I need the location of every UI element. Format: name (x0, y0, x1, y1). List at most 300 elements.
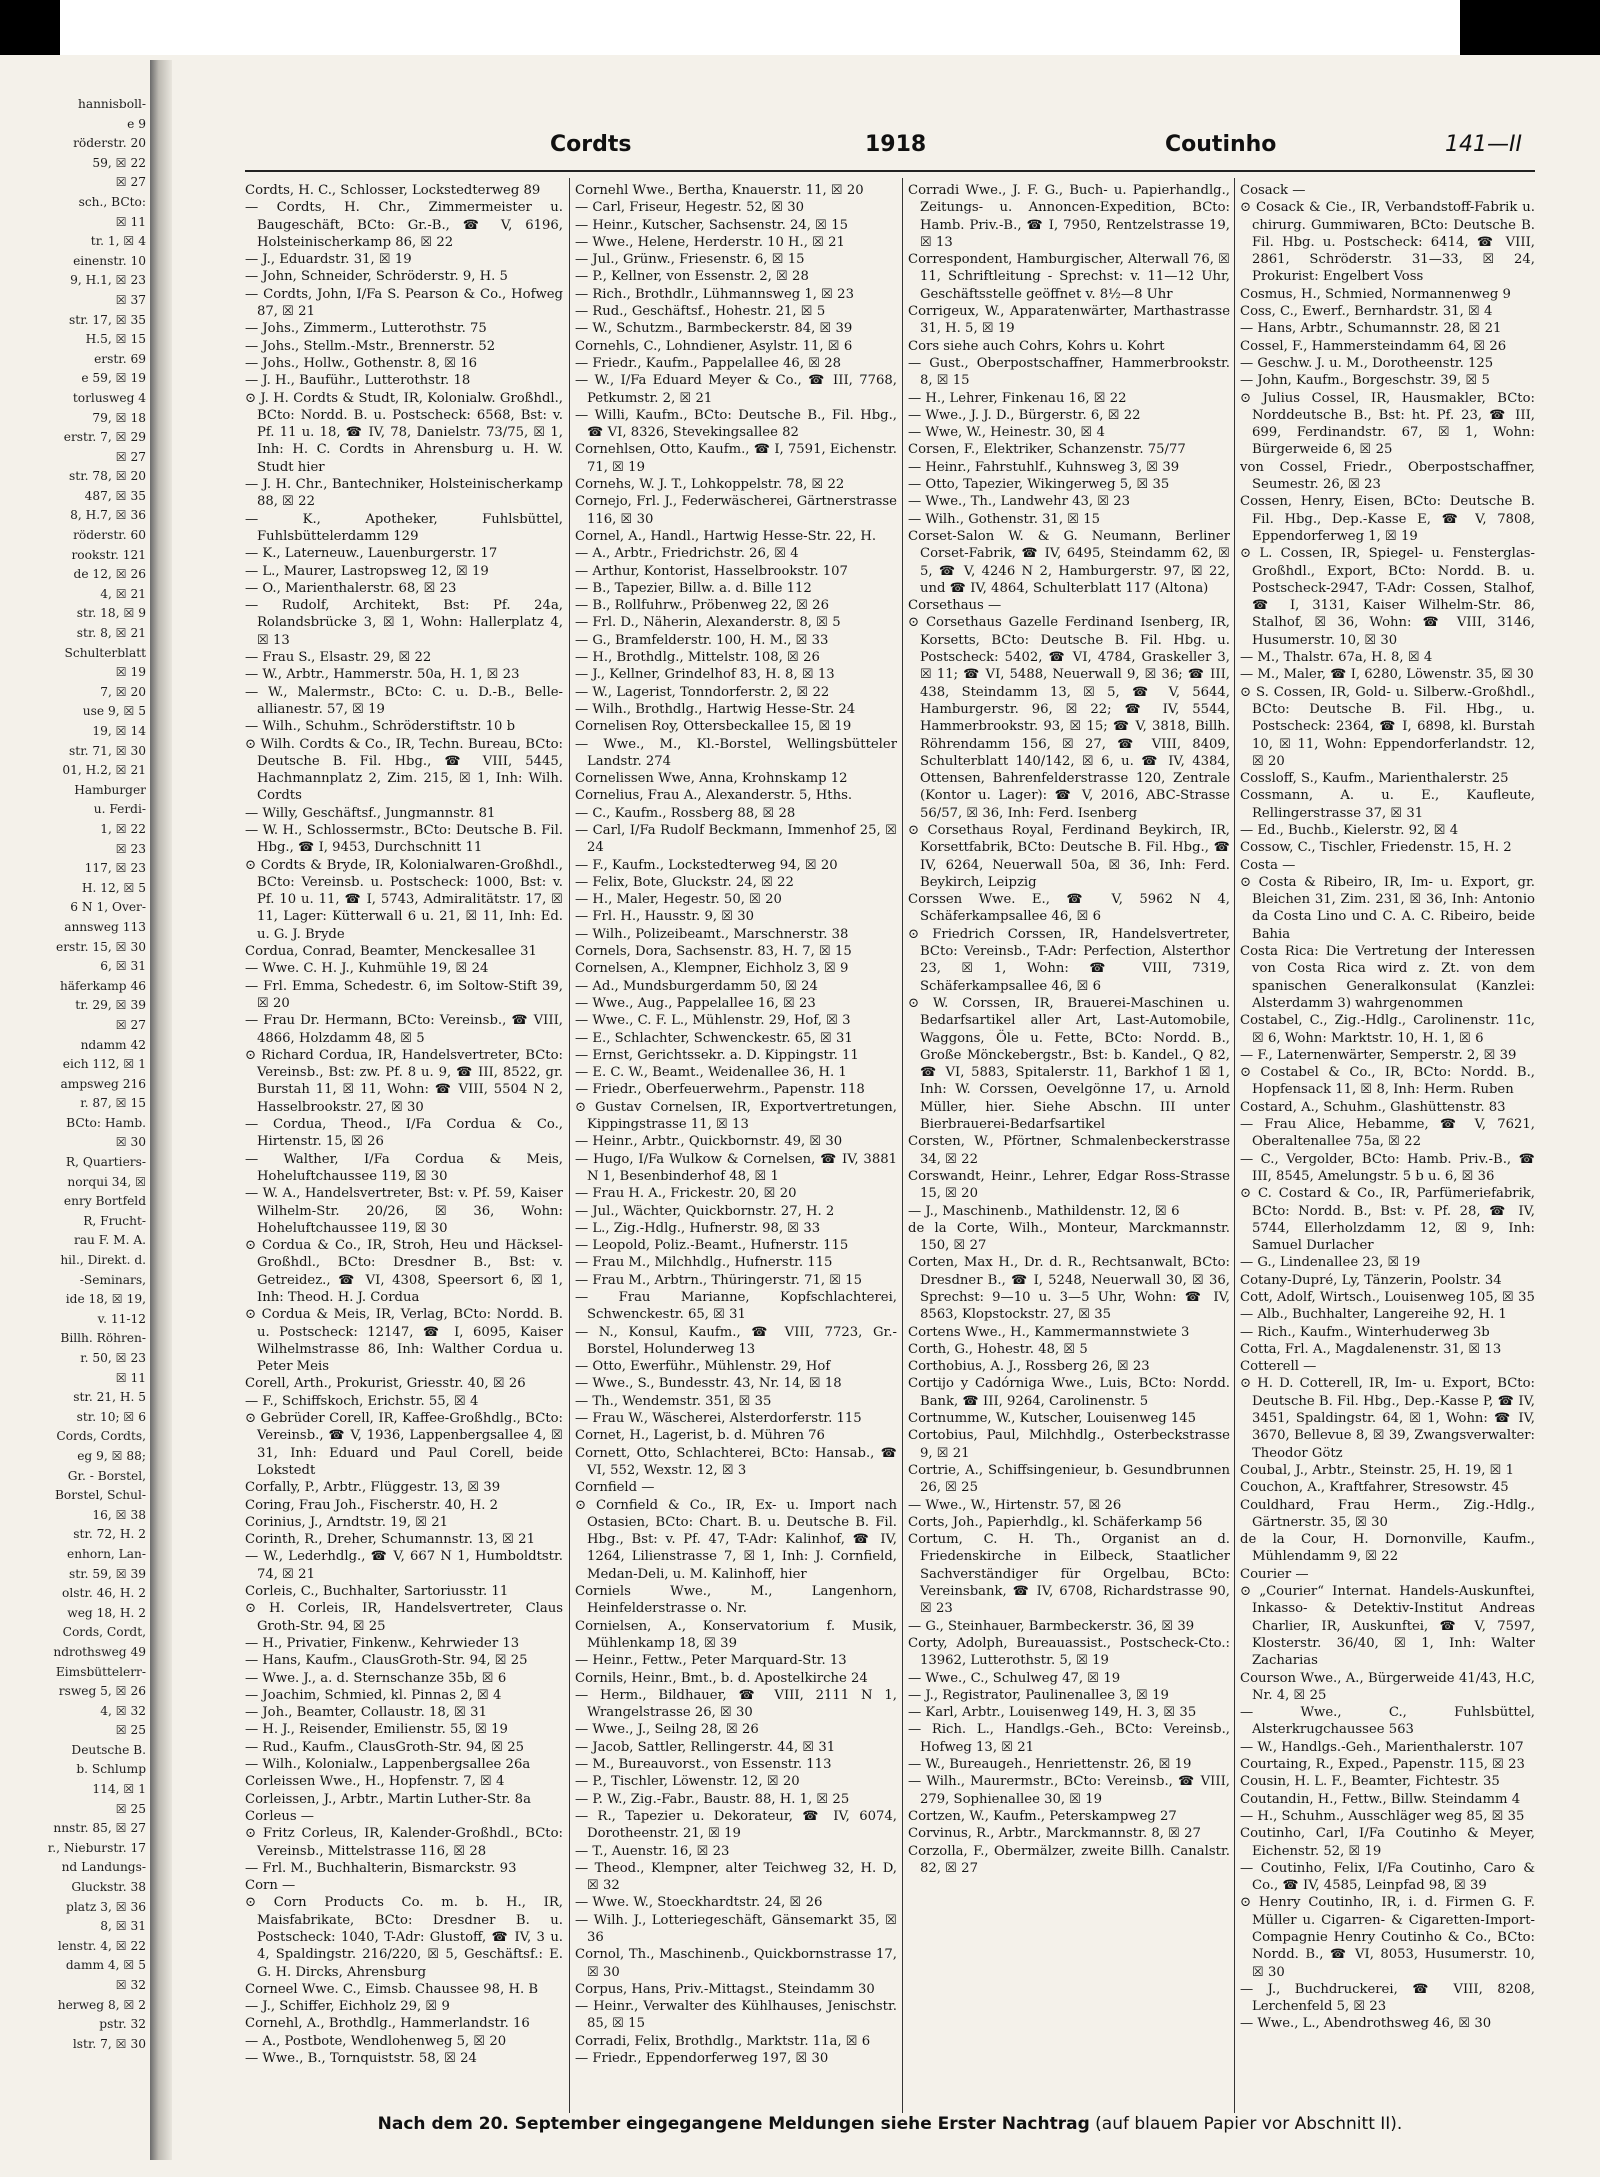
footer-note-bold: Nach dem 20. September eingegangene Meldungen siehe Erster Nachtrag (377, 2114, 1090, 2134)
directory-entry: Cortrie, A., Schiffsingenieur, b. Gesundbrunnen 26, ☒ 25 (908, 1462, 1230, 1496)
directory-entry: — P., Tischler, Löwenstr. 12, ☒ 20 (575, 1774, 800, 1790)
scan-border-top-left (0, 0, 60, 55)
left-page-fragment: ☒ 37 (115, 292, 146, 307)
left-page-fragment: -Seminars, (79, 1272, 146, 1287)
header-year: 1918 (865, 132, 927, 157)
left-page-fragment: ☒ 23 (115, 841, 146, 856)
left-page-fragment: 114, ☒ 1 (92, 1782, 146, 1797)
directory-entry: — Frau W., Wäscherei, Alsterdorferstr. 115 (575, 1411, 862, 1427)
header-last-name: Coutinho (1165, 132, 1277, 157)
directory-entry: ⊙ Friedrich Corssen, IR, Handelsvertreter, BCto: Vereinsb., T-Adr: Perfection, Alsterthor 23, ☒ 1, Wohn: ☎ VIII, 7319, Schäferkampsallee 46, ☒ 6 (908, 926, 1230, 994)
left-page-fragment: platz 3, ☒ 36 (66, 1899, 146, 1914)
directory-entry: — M., Thalstr. 67a, H. 8, ☒ 4 (1240, 650, 1433, 666)
directory-entry: — Felix, Bote, Gluckstr. 24, ☒ 22 (575, 874, 794, 890)
directory-entry: — Wwe., J. J. D., Bürgerstr. 6, ☒ 22 (908, 407, 1141, 423)
left-page-fragment: str. 71, ☒ 30 (69, 743, 146, 758)
directory-entry: Cortens Wwe., H., Kammermannstwiete 3 (908, 1324, 1190, 1340)
directory-entry: Cosmus, H., Schmied, Normannenweg 9 (1240, 286, 1511, 302)
directory-entry: — E., Schlachter, Schwenckestr. 65, ☒ 31 (575, 1030, 853, 1046)
left-page-fragment: olstr. 46, H. 2 (61, 1586, 146, 1601)
left-page-fragment: e 9 (127, 116, 146, 131)
directory-entry: Cornet, H., Lagerist, b. d. Mühren 76 (575, 1428, 825, 1444)
left-page-fragment: tr. 29, ☒ 39 (75, 998, 146, 1013)
directory-entry: — J. H., Bauführ., Lutterothstr. 18 (245, 373, 471, 389)
directory-entry: Cosack — (1240, 183, 1306, 198)
directory-entry: ⊙ J. H. Cordts & Studt, IR, Kolonialw. Großhdl., BCto: Nordd. B. u. Postscheck: 6568, Bst: v. Pf. 11 u. 18, ☎ IV, 78, Danielstr. 73/75, ☒ 1, Inh: H. C. Cordts in Ahrensburg u. H. W. Studt hier (245, 390, 563, 475)
directory-entry: — J., Kellner, Grindelhof 83, H. 8, ☒ 13 (575, 667, 835, 683)
directory-entry: — Otto, Ewerführ., Mühlenstr. 29, Hof (575, 1359, 831, 1375)
left-page-fragment: eg 9, ☒ 88; (77, 1448, 146, 1463)
left-page-fragment: röderstr. 60 (73, 528, 146, 543)
directory-entry: ⊙ Richard Cordua, IR, Handelsvertreter, BCto: Vereinsb., Bst: zw. Pf. 8 u. 9, ☎ III, 8522, gr. Burstah 11, ☒ 11, Wohn: ☎ VIII, 5504 N 2, Hasselbrookstr. 27, ☒ 30 (245, 1047, 563, 1115)
directory-entry: — Leopold, Poliz.-Beamt., Hufnerstr. 115 (575, 1238, 849, 1254)
directory-entry: ⊙ H. D. Cotterell, IR, Im- u. Export, BCto: Deutsche B. Fil. Hbg., Dep.-Kasse P, ☎ IV, 3451, Spaldingstr. 64, ☒ 1, Wohn: ☎ IV, 3670, Bellevue 8, ☒ 39, Zwangsverwalter: Theodor Götz (1240, 1376, 1535, 1461)
footer-note-normal: (auf blauem Papier vor Abschnitt II). (1089, 2114, 1403, 2134)
book-gutter (150, 60, 172, 2160)
directory-entry: ⊙ Cosack & Cie., IR, Verbandstoff-Fabrik u. chirurg. Gummiwaren, BCto: Deutsche B. Fil. Hbg. u. Postscheck: 6414, ☎ VIII, 2861, Schröderstr. 31—33, ☒ 24, Prokurist: Engelbert Voss (1240, 200, 1535, 285)
directory-entry: de la Corte, Wilh., Monteur, Marckmannstr. 150, ☒ 27 (908, 1220, 1230, 1254)
directory-entry: Corsethaus — (908, 598, 1002, 614)
directory-entry: — W., Handlgs.-Geh., Marienthalerstr. 107 (1240, 1739, 1524, 1755)
left-page-fragment: damm 4, ☒ 5 (65, 1958, 146, 1973)
directory-entry: Cotterell — (1240, 1359, 1317, 1375)
left-page-fragment: BCto: Hamb. (66, 1115, 146, 1130)
directory-entry: ⊙ W. Corssen, IR, Brauerei-Maschinen u. Bedarfsartikel aller Art, Last-Automobile, Waggons, Öle u. Fette, BCto: Nordd. B., Große Mönckebergstr., Bst: b. Kandel., Q 82, ☎ VI, 5883, Spitalerstr. 11, Barkhof 1 ☒ 1, Inh: W. Corssen, Oevelgönne 17, u. Arnold Müller, hier. Siehe Abschn. III unter Bierbrauerei-Bedarfsartikel (908, 995, 1230, 1133)
directory-entry: — C., Vergolder, BCto: Hamb. Priv.-B., ☎ III, 8545, Amelungstr. 5 b u. 6, ☒ 36 (1240, 1151, 1535, 1184)
directory-entry: — Coutinho, Felix, I/Fa Coutinho, Caro & Co., ☎ IV, 4585, Leinpfad 98, ☒ 39 (1240, 1860, 1535, 1894)
directory-entry: — J., Registrator, Paulinenallee 3, ☒ 19 (908, 1687, 1169, 1703)
directory-entry: Coring, Frau Joh., Fischerstr. 40, H. 2 (245, 1497, 499, 1513)
directory-entry: Costabel, C., Zig.-Hdlg., Carolinenstr. 11c, ☒ 6, Wohn: Marktstr. 10, H. 1, ☒ 6 (1240, 1013, 1535, 1046)
directory-entry: Cortijo y Cadórniga Wwe., Luis, BCto: Nordd. Bank, ☎ III, 9264, Carolinenstr. 5 (908, 1376, 1230, 1409)
left-page-fragment: torlusweg 4 (72, 390, 146, 405)
directory-entry: — Rud., Geschäftsf., Hohestr. 21, ☒ 5 (575, 304, 826, 320)
directory-entry: — E. C. W., Beamt., Weidenallee 36, H. 1 (575, 1065, 847, 1081)
directory-entry: Coutandin, H., Fettw., Billw. Steindamm 4 (1240, 1791, 1521, 1807)
directory-entry: Corell, Arth., Prokurist, Griesstr. 40, ☒ 26 (245, 1376, 526, 1392)
left-page-fragment: str. 8, ☒ 21 (76, 626, 146, 641)
left-page-fragment: erstr. 15, ☒ 30 (56, 939, 146, 954)
directory-entry: — H., Lehrer, Finkenau 16, ☒ 22 (908, 390, 1127, 406)
header-rule (245, 170, 1535, 172)
header-first-name: Cordts (550, 132, 632, 157)
directory-column-2 (575, 182, 897, 2107)
directory-entry: — Frau M., Milchhdlg., Hufnerstr. 115 (575, 1255, 833, 1271)
left-page-fragment: enry Bortfeld (63, 1194, 146, 1209)
left-page-fragment: hil., Direkt. d. (60, 1253, 146, 1268)
left-page-fragment: erstr. 69 (94, 351, 146, 366)
directory-entry: ⊙ L. Cossen, IR, Spiegel- u. Fensterglas-Großhdl., Export, BCto: Nordd. B. u. Postscheck-2947, T-Adr: Cossen, Stalhof, ☎ I, 3131, Kaiser Wilhelm-Str. 86, Stalhof, ☒ 36, Wohn: ☎ VIII, 3146, Husumerstr. 10, ☒ 30 (1240, 546, 1535, 648)
directory-entry: Cossen, Henry, Eisen, BCto: Deutsche B. Fil. Hbg., Dep.-Kasse E, ☎ V, 7808, Eppendorferweg 1, ☒ 19 (1240, 494, 1535, 544)
directory-entry: ⊙ Cordua & Co., IR, Stroh, Heu und Häcksel-Großhdl., BCto: Dresdner B., Bst: v. Getreidez., ☎ VI, 4308, Speersort 6, ☒ 1, Inh: Theod. H. J. Cordua (245, 1238, 563, 1305)
directory-entry: — P., Kellner, von Essenstr. 2, ☒ 28 (575, 269, 809, 285)
directory-entry: — J., Eduardstr. 31, ☒ 19 (245, 252, 412, 268)
directory-entry: — Arthur, Kontorist, Hasselbrookstr. 107 (575, 563, 848, 579)
directory-entry: Courtaing, R., Exped., Papenstr. 115, ☒ 23 (1240, 1757, 1525, 1773)
directory-entry: — Heinr., Arbtr., Quickbornstr. 49, ☒ 30 (575, 1134, 843, 1150)
directory-entry: Couchon, A., Kraftfahrer, Stresowstr. 45 (1240, 1480, 1509, 1496)
left-page-fragment: 1, ☒ 22 (100, 821, 146, 836)
left-page-fragment: 6 N 1, Over- (70, 900, 146, 915)
directory-entry: — Wwe., Helene, Herderstr. 10 H., ☒ 21 (575, 234, 845, 250)
directory-entry: — Willi, Kaufm., BCto: Deutsche B., Fil. Hbg., ☎ VI, 8326, Stevekingsallee 82 (575, 407, 897, 441)
left-page-fragment: ndrothsweg 49 (53, 1644, 146, 1659)
directory-entry: — Th., Wendemstr. 351, ☒ 35 (575, 1393, 772, 1409)
directory-entry: — John, Schneider, Schröderstr. 9, H. 5 (245, 269, 508, 285)
left-page-fragment: ide 18, ☒ 19, (65, 1292, 146, 1307)
directory-entry: — Jul., Wächter, Quickbornstr. 27, H. 2 (575, 1203, 835, 1219)
directory-entry: Cornelissen Wwe, Anna, Krohnskamp 12 (575, 771, 848, 787)
directory-entry: — A., Arbtr., Friedrichstr. 26, ☒ 4 (575, 546, 799, 562)
directory-entry: Cornehs, W. J. T., Lohkoppelstr. 78, ☒ 22 (575, 477, 845, 493)
directory-entry: Cousin, H. L. F., Beamter, Fichtestr. 35 (1240, 1774, 1500, 1790)
directory-entry: — Jacob, Sattler, Rellingerstr. 44, ☒ 31 (575, 1739, 836, 1755)
left-page-fragment: tr. 1, ☒ 4 (90, 234, 146, 249)
directory-entry: — Ad., Mundsburgerdamm 50, ☒ 24 (575, 978, 818, 994)
left-page-fragment: 6, ☒ 31 (100, 959, 146, 974)
left-page-fragment: Billh. Röhren- (60, 1331, 146, 1346)
directory-entry: — Rich. L., Handlgs.-Geh., BCto: Vereinsb., Hofweg 13, ☒ 21 (908, 1722, 1230, 1755)
directory-entry: Cornel, A., Handl., Hartwig Hesse-Str. 22, H. (575, 528, 877, 544)
directory-entry: Corty, Adolph, Bureauassist., Postscheck-Cto.: 13962, Lutterothstr. 5, ☒ 19 (908, 1635, 1230, 1669)
directory-entry: — Wwe., J., Seilng 28, ☒ 26 (575, 1722, 759, 1738)
left-page-fragment: enhorn, Lan- (67, 1546, 146, 1561)
directory-entry: — Carl, Friseur, Hegestr. 52, ☒ 30 (575, 200, 805, 216)
directory-entry: Coss, C., Ewerf., Bernhardstr. 31, ☒ 4 (1240, 304, 1493, 320)
directory-entry: — Wwe., M., Kl.-Borstel, Wellingsbütteler Landstr. 274 (575, 736, 897, 769)
column-divider (902, 178, 903, 2113)
directory-entry: Cotany-Dupré, Ly, Tänzerin, Poolstr. 34 (1240, 1272, 1502, 1288)
left-page-fragment: Cords, Cordts, (56, 1429, 146, 1444)
directory-entry: — B., Tapezier, Billw. a. d. Bille 112 (575, 580, 812, 596)
directory-column-1 (245, 182, 563, 2107)
directory-entry: Corsten, W., Pförtner, Schmalenbeckerstrasse 34, ☒ 22 (908, 1134, 1230, 1167)
directory-entry: — G., Bramfelderstr. 100, H. M., ☒ 33 (575, 632, 829, 648)
left-page-fragment: rsweg 5, ☒ 26 (58, 1684, 146, 1699)
directory-entry: — Karl, Arbtr., Louisenweg 149, H. 3, ☒ 35 (908, 1705, 1197, 1721)
left-page-fragment: Borstel, Schul- (54, 1488, 146, 1503)
directory-entry: Corleissen, J., Arbtr., Martin Luther-Str. 8a (245, 1791, 531, 1807)
directory-entry: Corten, Max H., Dr. d. R., Rechtsanwalt, BCto: Dresdner B., ☎ I, 5248, Neuerwall 30, ☒ 36, Sprechst: 9—10 u. 3—5 Uhr, Wohn: ☎ IV, 8563, Klopstockstr. 27, ☒ 35 (908, 1255, 1230, 1323)
directory-entry: Corrigeux, W., Apparatenwärter, Marthastrasse 31, H. 5, ☒ 19 (908, 304, 1230, 337)
directory-entry: Cossel, F., Hammersteindamm 64, ☒ 26 (1240, 338, 1507, 354)
directory-entry: Cornol, Th., Maschinenb., Quickbornstrasse 17, ☒ 30 (575, 1947, 897, 1980)
directory-entry: ⊙ Henry Coutinho, IR, i. d. Firmen G. F. Müller u. Cigarren- & Cigaretten-Import-Compagnie Henry Coutinho & Co., BCto: Nordd. B., ☎ VI, 8053, Husumerstr. 10, ☒ 30 (1240, 1895, 1535, 1980)
directory-entry: — Wwe. W., Stoeckhardtstr. 24, ☒ 26 (575, 1895, 823, 1911)
directory-entry: — F., Kaufm., Lockstedterweg 94, ☒ 20 (575, 857, 838, 873)
directory-entry: — J., Maschinenb., Mathildenstr. 12, ☒ 6 (908, 1203, 1180, 1219)
directory-entry: — Wwe. C. H. J., Kuhmühle 19, ☒ 24 (245, 961, 489, 977)
left-page-fragment: häferkamp 46 (59, 978, 146, 993)
left-page-fragment: str. 78, ☒ 20 (69, 469, 146, 484)
directory-entry: — W., Lagerist, Tonndorferstr. 2, ☒ 22 (575, 684, 830, 700)
directory-entry: Cornelius, Frau A., Alexanderstr. 5, Hths. (575, 788, 853, 804)
directory-entry: ⊙ Cordts & Bryde, IR, Kolonialwaren-Großhdl., BCto: Vereinsb. u. Postscheck: 1000, Bst: v. Pf. 10 u. 11, ☎ I, 5743, Admiralitätstr. 17, ☒ 11, Lager: Kütterwall 6 u. 21, ☒ 11, Inh: Ed. u. G. J. Bryde (245, 857, 563, 942)
directory-entry: Cornehls, C., Lohndiener, Asylstr. 11, ☒ 6 (575, 338, 853, 354)
left-page-fragment: Cords, Cordt, (62, 1625, 146, 1640)
directory-entry: — O., Marienthalerstr. 68, ☒ 23 (245, 580, 457, 596)
directory-entry: — Carl, I/Fa Rudolf Beckmann, Immenhof 25, ☒ 24 (575, 822, 897, 856)
directory-entry: ⊙ S. Cossen, IR, Gold- u. Silberw.-Großhdl., BCto: Deutsche B. Fil. Hbg., u. Postscheck: 2364, ☎ I, 6898, kl. Burstah 10, ☒ 11, Wohn: Eppendorferlandstr. 12, ☒ 20 (1240, 684, 1535, 769)
directory-entry: — Wwe., C., Fuhlsbüttel, Alsterkrugchaussee 563 (1240, 1705, 1535, 1738)
directory-entry: Costa — (1240, 857, 1296, 873)
directory-entry: — Wilh., Polizeibeamt., Marschnerstr. 38 (575, 926, 849, 942)
directory-entry: — Wwe., L., Abendrothsweg 46, ☒ 30 (1240, 2016, 1492, 2032)
page-header (250, 132, 1530, 166)
left-page-fragment: 59, ☒ 22 (92, 155, 146, 170)
directory-entry: — Frau Marianne, Kopfschlachterei, Schwenckestr. 65, ☒ 31 (575, 1290, 897, 1323)
left-page-fragment: erstr. 7, ☒ 29 (63, 430, 146, 445)
directory-entry: — Friedr., Kaufm., Pappelallee 46, ☒ 28 (575, 355, 842, 371)
left-page-fragment: 79, ☒ 18 (92, 410, 146, 425)
directory-entry: Corsen, F., Elektriker, Schanzenstr. 75/77 (908, 442, 1186, 458)
directory-entry: — K., Laterneuw., Lauenburgerstr. 17 (245, 546, 498, 562)
directory-entry: Cornels, Dora, Sachsenstr. 83, H. 7, ☒ 15 (575, 944, 852, 960)
directory-entry: Corpus, Hans, Priv.-Mittagst., Steindamm 30 (575, 1981, 875, 1997)
left-page-fragment: ampsweg 216 (60, 1076, 146, 1091)
directory-entry: Courson Wwe., A., Bürgerweide 41/43, H.C, Nr. 4, ☒ 25 (1240, 1670, 1535, 1703)
directory-entry: de la Cour, H. Dornonville, Kaufm., Mühlendamm 9, ☒ 22 (1240, 1532, 1535, 1565)
directory-entry: — Theod., Klempner, alter Teichweg 32, H. D, ☒ 32 (575, 1860, 897, 1894)
directory-entry: — Gust., Oberpostschaffner, Hammerbrookstr. 8, ☒ 15 (908, 355, 1230, 389)
left-page-fragment: Gluckstr. 38 (71, 1880, 146, 1895)
column-divider (1234, 178, 1235, 2113)
directory-entry: — Cordts, John, I/Fa S. Pearson & Co., Hofweg 87, ☒ 21 (245, 286, 563, 320)
directory-entry: — H., Brothdlg., Mittelstr. 108, ☒ 26 (575, 650, 820, 666)
directory-entry: Cossow, C., Tischler, Friedenstr. 15, H. 2 (1240, 840, 1512, 856)
left-page-fragment: r. 87, ☒ 15 (80, 1096, 146, 1111)
directory-entry: — Joachim, Schmied, kl. Pinnas 2, ☒ 4 (245, 1687, 502, 1703)
directory-entry: — Ernst, Gerichtssekr. a. D. Kippingstr. 11 (575, 1047, 859, 1063)
directory-entry: Corfally, P., Arbtr., Flüggestr. 13, ☒ 39 (245, 1480, 501, 1496)
left-page-fragment: pstr. 32 (99, 2017, 146, 2032)
left-page-fragment: ☒ 11 (115, 214, 146, 229)
left-page-fragment: 16, ☒ 38 (92, 1507, 146, 1522)
directory-entry: — Wilh. J., Lotteriegeschäft, Gänsemarkt 35, ☒ 36 (575, 1912, 897, 1945)
left-page-fragment: 487, ☒ 35 (84, 488, 146, 503)
directory-entry: Cordua, Conrad, Beamter, Menckesallee 31 (245, 944, 537, 960)
left-page-fragment: v. 11-12 (97, 1311, 146, 1326)
left-page-fragment: ☒ 27 (115, 449, 146, 464)
left-page-fragment: 9, H.1, ☒ 23 (70, 273, 146, 288)
directory-entry: ⊙ Corsethaus Gazelle Ferdinand Isenberg, IR, Korsetts, BCto: Deutsche B. Fil. Hbg. u. Postscheck: 5402, ☎ VI, 4784, Graskeller 3, ☒ 11; ☎ VI, 5488, Neuerwall 9, ☒ 36; ☎ III, 438, Steindamm 13, ☒ 5, ☎ V, 5644, Hamburgerstr. 96, ☒ 22; ☎ IV, 5544, Hammerbrookstr. 93, ☒ 15; ☎ V, 3818, Billh. Röhrendamm 156, ☒ 27, ☎ VIII, 8409, Schulterblatt 140/142, ☒ 6, u. ☎ IV, 4384, Ottensen, Bahrenfelderstrasse 120, Zentrale (Kontor u. Lager): ☎ V, 2016, ABC-Strasse 56/57, ☒ 36, Inh: Ferd. Isenberg (908, 615, 1230, 821)
left-page-fragment: H. 12, ☒ 5 (81, 880, 146, 895)
directory-entry: — B., Rollfuhrw., Pröbenweg 22, ☒ 26 (575, 598, 829, 614)
directory-entry: ⊙ Julius Cossel, IR, Hausmakler, BCto: Norddeutsche B., Bst: ht. Pf. 23, ☎ III, 699, Ferdinandstr. 67, ☒ 1, Wohn: Bürgerweide 6, ☒ 25 (1240, 390, 1535, 458)
directory-entry: — Joh., Beamter, Collaustr. 18, ☒ 31 (245, 1705, 487, 1721)
directory-entry: Cornielsen, A., Konservatorium f. Musik, Mühlenkamp 18, ☒ 39 (575, 1618, 897, 1651)
left-page-fragment: norqui 34, ☒ (67, 1174, 146, 1189)
directory-entry: — Rudolf, Architekt, Bst: Pf. 24a, Rolandsbrücke 3, ☒ 1, Wohn: Hallerplatz 4, ☒ 13 (245, 598, 563, 648)
directory-entry: Coutinho, Carl, I/Fa Coutinho & Meyer, Eichenstr. 52, ☒ 19 (1240, 1826, 1535, 1859)
directory-entry: — W., Bureaugeh., Henriettenstr. 26, ☒ 19 (908, 1757, 1192, 1773)
directory-entry: — Frl. M., Buchhalterin, Bismarckstr. 93 (245, 1860, 517, 1876)
directory-entry: ⊙ Costa & Ribeiro, IR, Im- u. Export, gr. Bleichen 31, Zim. 231, ☒ 36, Inh: Antonio da Costa Lino und C. A. C. Ribeiro, beide Bahia (1240, 874, 1535, 942)
directory-entry: — Willy, Geschäftsf., Jungmannstr. 81 (245, 805, 496, 821)
left-page-fragment: str. 59, ☒ 39 (69, 1566, 146, 1581)
directory-entry: Cortobius, Paul, Milchhdlg., Osterbeckstrasse 9, ☒ 21 (908, 1428, 1230, 1461)
left-page-fragment: H.5, ☒ 15 (85, 332, 146, 347)
directory-entry: Cornelsen, A., Klempner, Eichholz 3, ☒ 9 (575, 961, 849, 977)
left-page-fragment: b. Schlump (76, 1762, 146, 1777)
left-page-fragment: e 59, ☒ 19 (81, 371, 146, 386)
directory-entry: — Frau Dr. Hermann, BCto: Vereinsb., ☎ VIII, 4866, Holzdamm 48, ☒ 5 (245, 1013, 563, 1046)
directory-entry: — M., Bureauvorst., von Essenstr. 113 (575, 1757, 832, 1773)
left-page-fragment: ☒ 11 (115, 1370, 146, 1385)
left-page-fragment: R, Quartiers- (65, 1155, 146, 1170)
directory-entry: Cortnumme, W., Kutscher, Louisenweg 145 (908, 1411, 1197, 1427)
directory-entry: — Heinr., Fettw., Peter Marquard-Str. 13 (575, 1653, 847, 1669)
left-page-fragment: ndamm 42 (80, 1037, 146, 1052)
directory-entry: Cors siehe auch Cohrs, Kohrs u. Kohrt (908, 338, 1165, 354)
directory-entry: ⊙ Cordua & Meis, IR, Verlag, BCto: Nordd. B. u. Postscheck: 12147, ☎ I, 6095, Kaiser Wilhelmstrasse 86, Inh: Walther Cordua u. Peter Meis (245, 1307, 563, 1375)
directory-entry: — W. H., Schlossermstr., BCto: Deutsche B. Fil. Hbg., ☎ I, 9453, Durchschnitt 11 (245, 822, 563, 856)
left-page-fragment: lenstr. 4, ☒ 22 (57, 1938, 146, 1953)
directory-entry: — Rich., Brothdlr., Lühmannsweg 1, ☒ 23 (575, 286, 854, 302)
directory-entry: — Frau M., Arbtrn., Thüringerstr. 71, ☒ 15 (575, 1272, 863, 1288)
directory-entry: Cossmann, A. u. E., Kaufleute, Rellingerstrasse 37, ☒ 31 (1240, 788, 1535, 821)
directory-entry: Cornelisen Roy, Ottersbeckallee 15, ☒ 19 (575, 719, 852, 735)
directory-entry: — H., Schuhm., Ausschläger weg 85, ☒ 35 (1240, 1808, 1525, 1824)
directory-entry: — Frl. Emma, Schedestr. 6, im Soltow-Stift 39, ☒ 20 (245, 978, 563, 1011)
left-page-fragment: ☒ 19 (115, 665, 146, 680)
directory-entry: Cornfield — (575, 1480, 655, 1496)
directory-entry: ⊙ „Courier“ Internat. Handels-Auskunftei, Inkasso- & Detektiv-Institut Andreas Charlier, IR, Auskunftei, ☎ V, 7597, Klosterstr. 36/40, ☒ 1, Inh: Walter Zacharias (1240, 1584, 1535, 1669)
directory-entry: Cornehl, A., Brothdlg., Hammerlandstr. 16 (245, 2016, 530, 2032)
left-page-fragment: eich 112, ☒ 1 (62, 1057, 146, 1072)
directory-entry: — Frl. D., Näherin, Alexanderstr. 8, ☒ 5 (575, 615, 841, 631)
left-page-fragment: ☒ 32 (115, 1978, 146, 1992)
directory-entry: Costard, A., Schuhm., Glashüttenstr. 83 (1240, 1099, 1506, 1115)
directory-entry: Cossloff, S., Kaufm., Marienthalerstr. 25 (1240, 771, 1509, 787)
directory-entry: — H., Privatier, Finkenw., Kehrwieder 13 (245, 1635, 520, 1651)
directory-entry: — Wilh., Schuhm., Schröderstiftstr. 10 b (245, 719, 516, 735)
directory-entry: — Wilh., Kolonialw., Lappenbergsallee 26a (245, 1757, 531, 1773)
left-page-fragment: 8, H.7, ☒ 36 (70, 508, 146, 523)
directory-entry: — M., Maler, ☎ I, 6280, Löwenstr. 35, ☒ 30 (1240, 667, 1534, 683)
directory-entry: — Hans, Arbtr., Schumannstr. 28, ☒ 21 (1240, 321, 1502, 337)
directory-entry: — L., Maurer, Lastropsweg 12, ☒ 19 (245, 563, 489, 579)
left-page-fragment: sch., BCto: (78, 194, 146, 209)
left-page-fragment: 01, H.2, ☒ 21 (62, 763, 146, 778)
left-page-fragment: herweg 8, ☒ 2 (57, 1997, 146, 2012)
directory-entry: — Johs., Hollw., Gothenstr. 8, ☒ 16 (245, 355, 478, 371)
left-page-fragment: r., Nieburstr. 17 (47, 1840, 146, 1855)
directory-entry: Costa Rica: Die Vertretung der Interessen von Costa Rica wird z. Zt. von dem spanischen Generalkonsulat (Kanzlei: Alsterdamm 3) wahrgenommen (1240, 944, 1535, 1011)
directory-entry: — Jul., Grünw., Friesenstr. 6, ☒ 15 (575, 252, 805, 268)
left-page-fragment: Hamburger (74, 782, 146, 797)
directory-entry: ⊙ H. Corleis, IR, Handelsvertreter, Claus Groth-Str. 94, ☒ 25 (245, 1601, 563, 1634)
directory-entry: ⊙ Fritz Corleus, IR, Kalender-Großhdl., BCto: Vereinsb., Mittelstrasse 116, ☒ 28 (245, 1826, 563, 1859)
left-page-fragment: Eimsbüttelerr- (55, 1664, 146, 1679)
directory-entry: Corts, Joh., Papierhdlg., kl. Schäferkamp 56 (908, 1514, 1203, 1530)
left-page-fragment: de 12, ☒ 26 (73, 567, 146, 582)
directory-entry: — W., I/Fa Eduard Meyer & Co., ☎ III, 7768, Petkumstr. 2, ☒ 21 (575, 373, 897, 406)
directory-entry: Cott, Adolf, Wirtsch., Louisenweg 105, ☒ 35 (1240, 1290, 1535, 1305)
left-page-fragment: u. Ferdi- (93, 802, 146, 817)
directory-entry: — J. H. Chr., Bantechniker, Holsteinischerkamp 88, ☒ 22 (245, 477, 563, 510)
directory-entry: — Wwe. J., a. d. Sternschanze 35b, ☒ 6 (245, 1670, 507, 1686)
directory-entry: Corneel Wwe. C., Eimsb. Chaussee 98, H. B (245, 1981, 539, 1997)
directory-entry: Corth, G., Hohestr. 48, ☒ 5 (908, 1341, 1088, 1357)
directory-entry: — Frau H. A., Frickestr. 20, ☒ 20 (575, 1186, 797, 1202)
directory-entry: — Geschw. J. u. M., Dorotheenstr. 125 (1240, 355, 1494, 371)
left-page-fragment: ☒ 27 (115, 175, 146, 190)
directory-entry: ⊙ Corsethaus Royal, Ferdinand Beykirch, IR, Korsettfabrik, BCto: Deutsche B. Fil. Hbg., ☎ IV, 6264, Neuerwall 50a, ☒ 36, Inh: Ferd. Beykirch, Leipzig (908, 822, 1230, 890)
directory-entry: — Rich., Kaufm., Winterhuderweg 3b (1240, 1324, 1490, 1340)
directory-entry: — Frl. H., Hausstr. 9, ☒ 30 (575, 909, 755, 925)
directory-entry: Corset-Salon W. & G. Neumann, Berliner Corset-Fabrik, ☎ IV, 6495, Steindamm 62, ☒ 5, ☎ V, 4246 N 2, Hamburgerstr. 97, ☒ 22, und ☎ IV, 4864, Schulterblatt 117 (Altona) (908, 528, 1230, 596)
directory-entry: — Wwe., C., Schulweg 47, ☒ 19 (908, 1670, 1121, 1686)
directory-entry: — Wwe., C. F. L., Mühlenstr. 29, Hof, ☒ 3 (575, 1013, 851, 1029)
directory-entry: — Johs., Zimmerm., Lutterothstr. 75 (245, 321, 487, 337)
left-page-fragment: str. 10; ☒ 6 (76, 1409, 146, 1424)
directory-entry: — Alb., Buchhalter, Langereihe 92, H. 1 (1240, 1307, 1507, 1323)
left-page-fragment: r. 50, ☒ 23 (80, 1351, 146, 1365)
left-page-fragment: ☒ 27 (115, 1017, 146, 1032)
left-page-fragment: use 9, ☒ 5 (82, 704, 146, 719)
directory-entry: — Frau S., Elsastr. 29, ☒ 22 (245, 650, 432, 666)
directory-entry: Corleus — (245, 1808, 314, 1824)
directory-entry: — Johs., Stellm.-Mstr., Brennerstr. 52 (245, 338, 496, 354)
left-page-fragment: 117, ☒ 23 (84, 861, 146, 876)
directory-entry: — Friedr., Eppendorferweg 197, ☒ 30 (575, 2051, 829, 2067)
directory-entry: — A., Postbote, Wendlohenweg 5, ☒ 20 (245, 2033, 507, 2049)
left-page-fragment: 7, ☒ 20 (100, 684, 146, 699)
directory-entry: — Wilh., Maurermstr., BCto: Vereinsb., ☎ VIII, 279, Sophienallee 30, ☒ 19 (908, 1774, 1230, 1807)
directory-entry: Corleissen Wwe., H., Hopfenstr. 7, ☒ 4 (245, 1774, 505, 1790)
left-page-fragment: str. 72, H. 2 (73, 1527, 146, 1542)
directory-entry: — Heinr., Verwalter des Kühlhauses, Jenischstr. 85, ☒ 15 (575, 1999, 897, 2032)
directory-entry: — Hans, Kaufm., ClausGroth-Str. 94, ☒ 25 (245, 1653, 528, 1669)
directory-entry: Courier — (1240, 1566, 1309, 1582)
left-page-fragment: ☒ 25 (115, 1801, 146, 1816)
directory-entry: — F., Laternenwärter, Semperstr. 2, ☒ 39 (1240, 1047, 1517, 1063)
left-page-fragment: röderstr. 20 (73, 136, 146, 151)
directory-entry: ⊙ Costabel & Co., IR, BCto: Nordd. B., Hopfensack 11, ☒ 8, Inh: Herm. Ruben (1240, 1065, 1535, 1098)
directory-entry: Cornehl Wwe., Bertha, Knauerstr. 11, ☒ 20 (575, 183, 864, 198)
left-page-fragment: 8, ☒ 31 (100, 1919, 146, 1934)
directory-entry: — Frau Alice, Hebamme, ☎ V, 7621, Oberaltenallee 75a, ☒ 22 (1240, 1117, 1535, 1150)
directory-entry: — J., Schiffer, Eichholz 29, ☒ 9 (245, 1999, 450, 2015)
left-page-fragment: rookstr. 121 (71, 547, 146, 562)
left-page-fragment: hannisboll- (77, 97, 146, 111)
directory-entry: — H. J., Reisender, Emilienstr. 55, ☒ 19 (245, 1722, 508, 1738)
left-page-fragment: einenstr. 10 (73, 253, 146, 268)
left-page-fragment: lstr. 7, ☒ 30 (72, 2036, 146, 2051)
directory-entry: — G., Lindenallee 23, ☒ 19 (1240, 1255, 1421, 1271)
directory-entry: von Cossel, Friedr., Oberpostschaffner, Seumestr. 26, ☒ 23 (1240, 459, 1535, 493)
directory-entry: — Friedr., Oberfeuerwehrm., Papenstr. 118 (575, 1082, 865, 1098)
left-page-fragment: weg 18, H. 2 (67, 1605, 146, 1620)
directory-entry: Corinth, R., Dreher, Schumannstr. 13, ☒ 21 (245, 1532, 535, 1548)
directory-entry: Cotta, Frl. A., Magdalenenstr. 31, ☒ 13 (1240, 1341, 1502, 1357)
directory-entry: — J., Buchdruckerei, ☎ VIII, 8208, Lerchenfeld 5, ☒ 23 (1240, 1981, 1535, 2015)
directory-entry: — Ed., Buchb., Kielerstr. 92, ☒ 4 (1240, 822, 1459, 838)
left-page-fragment: Gr. - Borstel, (67, 1468, 146, 1483)
directory-entry: Corssen Wwe. E., ☎ V, 5962 N 4, Schäferkampsallee 46, ☒ 6 (908, 892, 1230, 925)
footer-note (245, 2114, 1535, 2144)
left-page-fragment: rau F. M. A. (73, 1233, 146, 1248)
left-page-fragment: ☒ 30 (115, 1135, 146, 1150)
directory-entry: Cornehlsen, Otto, Kaufm., ☎ I, 7591, Eichenstr. 71, ☒ 19 (575, 442, 897, 475)
directory-entry: ⊙ Cornfield & Co., IR, Ex- u. Import nach Ostasien, BCto: Chart. B. u. Deutsche B. Fil. Hbg., Bst: v. Pf. 47, T-Adr: Kalinhof, ☎ IV, 1264, Lilienstrasse 7, ☒ 1, Inh: J. Cornfield, Medan-Deli, u. M. Kalinhoff, hier (575, 1497, 897, 1582)
directory-entry: — Wwe., S., Bundesstr. 43, Nr. 14, ☒ 18 (575, 1376, 842, 1392)
directory-entry: — Wilh., Gothenstr. 31, ☒ 15 (908, 511, 1101, 527)
directory-entry: — W., Schutzm., Barmbeckerstr. 84, ☒ 39 (575, 321, 853, 337)
directory-entry: — Rud., Kaufm., ClausGroth-Str. 94, ☒ 25 (245, 1739, 524, 1755)
directory-entry: Cortum, C. H. Th., Organist an d. Friedenskirche in Eilbeck, Staatlicher Sachverständiger für Orgelbau, BCto: Vereinsbank, ☎ IV, 6708, Richardstrasse 90, ☒ 23 (908, 1532, 1230, 1617)
